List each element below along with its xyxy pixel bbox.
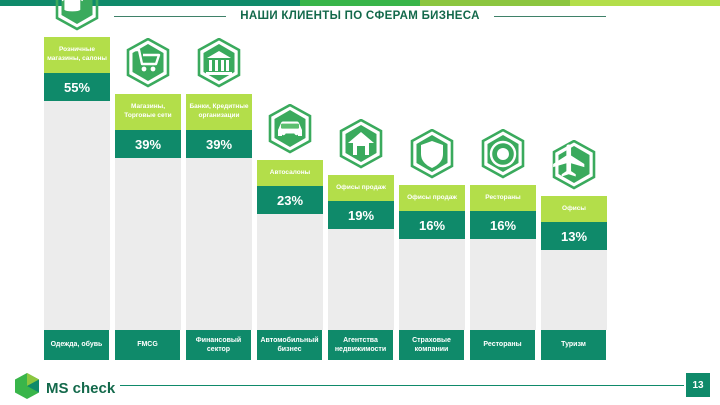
bar-value-label: 23% — [257, 186, 323, 214]
category-label: Страховые компании — [399, 330, 465, 360]
top-bar-segment-3 — [570, 0, 720, 6]
house-icon — [339, 119, 383, 169]
chart-column — [470, 40, 536, 330]
bar-value-label: 39% — [186, 130, 252, 158]
bar-segment-label: Рестораны — [470, 185, 536, 211]
chart-column — [186, 40, 252, 330]
chart-column — [115, 40, 181, 330]
bar-segment-label: Офисы продаж — [399, 185, 465, 211]
hexagon-logo-icon — [14, 372, 40, 405]
bar-value-label: 16% — [399, 211, 465, 239]
page-title-text: НАШИ КЛИЕНТЫ ПО СФЕРАМ БИЗНЕСА — [240, 10, 480, 22]
shield-icon — [410, 129, 454, 179]
bar-track — [115, 130, 181, 330]
bar-value-label: 19% — [328, 201, 394, 229]
bar-segment-label: Автосалоны — [257, 160, 323, 186]
footer — [0, 367, 720, 405]
bar-chart — [44, 40, 676, 330]
bar-segment-label: Банки, Кредитные организации — [186, 94, 252, 130]
chart-column — [399, 40, 465, 330]
chart-column — [44, 40, 110, 330]
category-label: Автомобильный бизнес — [257, 330, 323, 360]
bar-track — [44, 73, 110, 330]
category-label: Рестораны — [470, 330, 536, 360]
top-bar-segment-1 — [300, 0, 420, 6]
brand-logo-text: MS check — [46, 380, 116, 397]
category-label: Туризм — [541, 330, 607, 360]
category-label: Финансовый сектор — [186, 330, 252, 360]
category-label-row — [44, 330, 676, 360]
category-label: Одежда, обувь — [44, 330, 110, 360]
plate-cutlery-icon — [481, 129, 525, 179]
page-title — [0, 10, 720, 22]
bar-value-label: 13% — [541, 222, 607, 250]
bar-segment-label: Розничные магазины, салоны — [44, 37, 110, 73]
bar-segment-label: Магазины, Торговые сети — [115, 94, 181, 130]
top-bar-segment-0 — [0, 0, 300, 6]
bar-track — [186, 130, 252, 330]
top-color-bar — [0, 0, 720, 6]
airplane-icon — [552, 140, 596, 190]
bar-value-label: 16% — [470, 211, 536, 239]
chart-column — [257, 40, 323, 330]
top-bar-segment-2 — [420, 0, 570, 6]
tshirt-icon — [55, 0, 99, 31]
title-rule-left — [114, 16, 226, 17]
category-label: FMCG — [115, 330, 181, 360]
bank-icon — [197, 38, 241, 88]
category-label: Агентства недвижимости — [328, 330, 394, 360]
brand-logo — [14, 372, 115, 405]
bar-value-label: 55% — [44, 73, 110, 101]
bar-segment-label: Офисы продаж — [328, 175, 394, 201]
footer-divider — [120, 385, 684, 386]
chart-column — [328, 40, 394, 330]
page-number-badge: 13 — [686, 373, 710, 397]
chart-column — [541, 40, 607, 330]
shopping-cart-icon — [126, 38, 170, 88]
bar-segment-label: Офисы — [541, 196, 607, 222]
title-rule-right — [494, 16, 606, 17]
car-icon — [268, 104, 312, 154]
bar-value-label: 39% — [115, 130, 181, 158]
